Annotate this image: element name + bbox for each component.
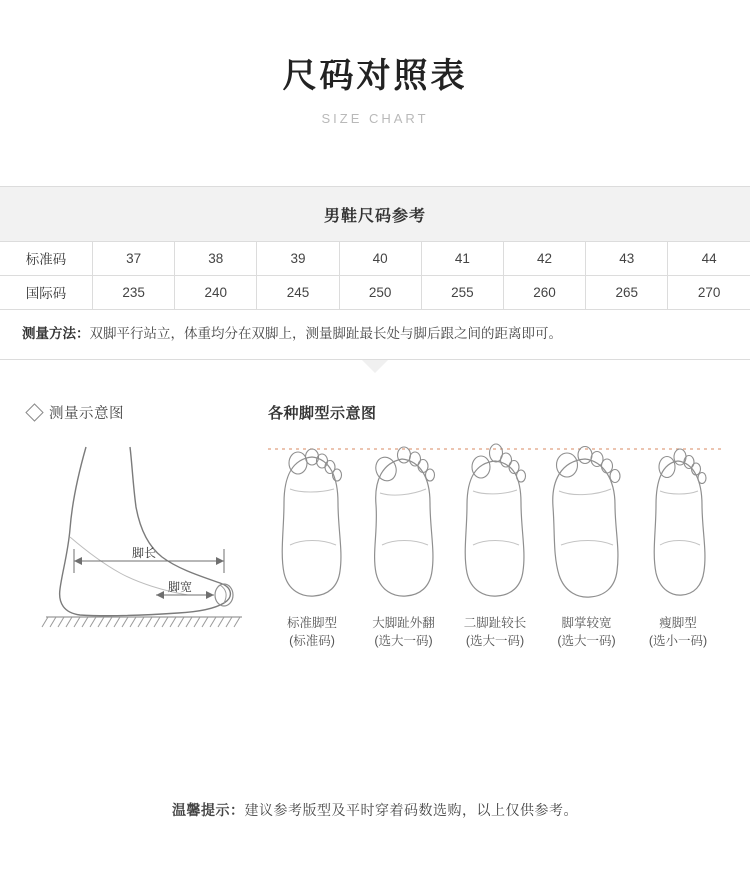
foot-type-bunion — [360, 433, 448, 650]
cell-standard-6: 43 — [586, 241, 668, 275]
measure-note-text: 双脚平行站立，体重均分在双脚上，测量脚趾最长处与脚后跟之间的距离即可。 — [89, 325, 562, 341]
arrow-down-icon — [362, 360, 388, 373]
cell-standard-0: 37 — [93, 241, 175, 275]
foot-long-second-toe-svg — [451, 433, 539, 605]
foot-type-wide — [543, 433, 631, 650]
measure-note-label: 测量方法： — [22, 325, 90, 341]
measure-diagram-column — [28, 402, 256, 650]
cell-international-2: 245 — [257, 275, 339, 309]
cell-international-6: 265 — [586, 275, 668, 309]
foot-types-title: 各种脚型示意图 — [268, 405, 377, 423]
size-table-block — [0, 186, 750, 360]
cell-international-7: 270 — [668, 275, 750, 309]
foot-width-label: 脚宽 — [167, 580, 193, 595]
foot-type-advice: (选大一码) — [465, 634, 525, 649]
measure-note — [0, 309, 750, 359]
cell-standard-7: 44 — [668, 241, 750, 275]
table-row — [0, 275, 750, 309]
page-title: 尺码对照表 — [282, 57, 468, 95]
table-caption: 男鞋尺码参考 — [0, 187, 750, 241]
cell-international-1: 240 — [175, 275, 257, 309]
cell-international-5: 260 — [503, 275, 585, 309]
cell-standard-3: 40 — [339, 241, 421, 275]
measure-diagram-title — [28, 402, 256, 423]
cell-international-4: 255 — [421, 275, 503, 309]
foot-type-caption — [360, 614, 448, 650]
foot-types-row — [268, 433, 722, 650]
page-header — [0, 0, 750, 126]
foot-type-caption — [451, 614, 539, 650]
foot-narrow-svg — [634, 433, 722, 605]
footer-tip-label: 温馨提示： — [172, 802, 245, 818]
foot-type-advice: (选大一码) — [374, 634, 433, 649]
table-row — [0, 241, 750, 275]
cell-standard-5: 42 — [503, 241, 585, 275]
side-foot-svg — [28, 445, 248, 635]
foot-type-name: 二脚趾较长 — [463, 616, 527, 631]
foot-standard-svg — [268, 433, 356, 605]
foot-type-long-second-toe — [451, 433, 539, 650]
foot-type-caption — [268, 614, 356, 650]
cell-international-3: 250 — [339, 275, 421, 309]
diamond-icon — [25, 403, 43, 421]
foot-type-name: 标准脚型 — [286, 616, 337, 631]
row-label-international: 国际码 — [0, 275, 93, 309]
cell-standard-4: 41 — [421, 241, 503, 275]
foot-type-advice: (选小一码) — [648, 634, 708, 649]
row-label-standard: 标准码 — [0, 241, 93, 275]
foot-type-name: 大脚趾外翻 — [372, 616, 435, 631]
cell-standard-1: 38 — [175, 241, 257, 275]
arrow-separator — [0, 360, 750, 382]
foot-type-name: 瘦脚型 — [659, 616, 697, 631]
foot-type-advice: (标准码) — [289, 634, 335, 649]
foot-wide-svg — [543, 433, 631, 605]
foot-type-caption — [543, 614, 631, 650]
cell-standard-2: 39 — [257, 241, 339, 275]
foot-type-advice: (选大一码) — [557, 634, 616, 649]
foot-types-column — [256, 402, 722, 650]
footer-tip-text: 建议参考版型及平时穿着码数选购，以上仅供参考。 — [244, 802, 578, 818]
cell-international-0: 235 — [93, 275, 175, 309]
foot-bunion-svg — [360, 433, 448, 605]
diagram-section — [0, 402, 750, 650]
foot-type-narrow — [634, 433, 722, 650]
foot-type-caption — [634, 614, 722, 650]
measure-illustration — [28, 445, 256, 640]
size-table — [0, 241, 750, 309]
measure-diagram-title-text: 测量示意图 — [49, 406, 124, 423]
foot-type-standard — [268, 433, 356, 650]
footer-tip — [0, 800, 750, 820]
foot-type-name: 脚掌较宽 — [561, 616, 612, 631]
foot-length-label: 脚长 — [131, 546, 157, 561]
page-subtitle: SIZE CHART — [321, 110, 429, 126]
